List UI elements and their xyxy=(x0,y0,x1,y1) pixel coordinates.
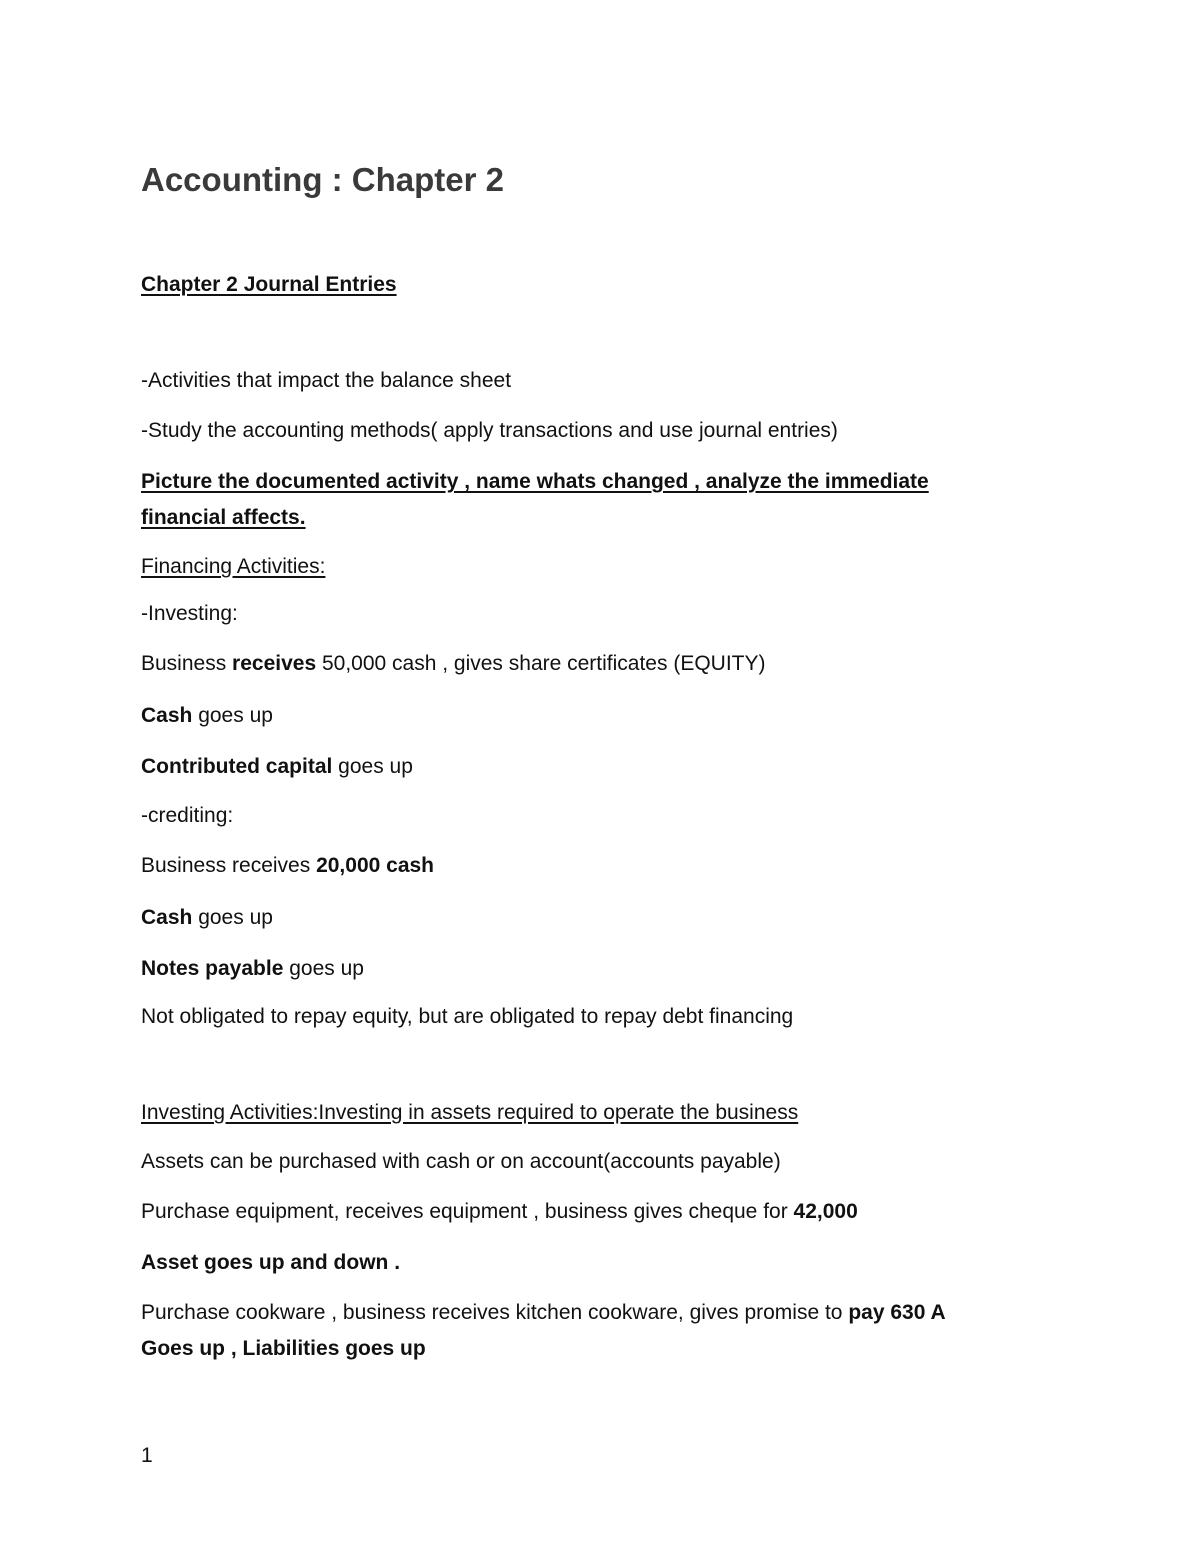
investing-line-4-part-1: Purchase cookware , business receives kitchen cookware, gives promise to xyxy=(141,1301,849,1324)
section-heading: Chapter 2 Journal Entries xyxy=(141,273,397,296)
notes-payable-line xyxy=(141,956,364,982)
investing-label: -Investing: xyxy=(141,602,238,625)
cash-goes-up-line-1 xyxy=(141,703,273,729)
equity-line-part-3: 50,000 cash , gives share certificates (EQUITY) xyxy=(316,652,766,675)
intro-line-1: -Activities that impact the balance sheet xyxy=(141,369,512,392)
investing-line-2-part-1: Purchase equipment, receives equipment , business gives cheque for xyxy=(141,1200,794,1223)
investing-line-2 xyxy=(141,1199,858,1225)
cash-goes-up-line-2 xyxy=(141,905,273,931)
financing-heading: Financing Activities: xyxy=(141,555,326,578)
equity-line-part-2: receives xyxy=(232,652,317,675)
page-title: Accounting : Chapter 2 xyxy=(141,161,505,198)
obligation-note: Not obligated to repay equity, but are obligated to repay debt financing xyxy=(141,1005,794,1028)
investing-line-5: Goes up , Liabilities goes up xyxy=(141,1337,426,1360)
investing-line-4-part-2: pay 630 A xyxy=(848,1301,946,1324)
investing-line-3: Asset goes up and down . xyxy=(141,1251,401,1274)
crediting-label: -crediting: xyxy=(141,804,234,827)
investing-line-2-part-2: 42,000 xyxy=(793,1200,858,1223)
debt-line-part-2: 20,000 cash xyxy=(316,854,435,877)
emphasis-line-1: Picture the documented activity , name whats changed , analyze the immediate xyxy=(141,470,929,493)
investing-heading: Investing Activities:Investing in assets required to operate the business xyxy=(141,1101,799,1124)
cash-rest-2: goes up xyxy=(192,906,273,929)
equity-transaction-line xyxy=(141,651,766,677)
cash-label-1: Cash xyxy=(141,704,193,727)
investing-line-1: Assets can be purchased with cash or on account(accounts payable) xyxy=(141,1150,781,1173)
investing-line-4 xyxy=(141,1300,946,1326)
page-number: 1 xyxy=(141,1444,153,1467)
debt-line-part-1: Business receives xyxy=(141,854,317,877)
emphasis-line-2: financial affects. xyxy=(141,506,306,529)
notes-payable-rest: goes up xyxy=(283,957,364,980)
cash-rest-1: goes up xyxy=(192,704,273,727)
equity-line-part-1: Business xyxy=(141,652,233,675)
debt-transaction-line xyxy=(141,853,434,879)
contributed-capital-line xyxy=(141,754,413,780)
cash-label-2: Cash xyxy=(141,906,193,929)
contributed-capital-rest: goes up xyxy=(332,755,413,778)
intro-line-2: -Study the accounting methods( apply transactions and use journal entries) xyxy=(141,419,838,442)
contributed-capital-label: Contributed capital xyxy=(141,755,333,778)
notes-payable-label: Notes payable xyxy=(141,957,284,980)
